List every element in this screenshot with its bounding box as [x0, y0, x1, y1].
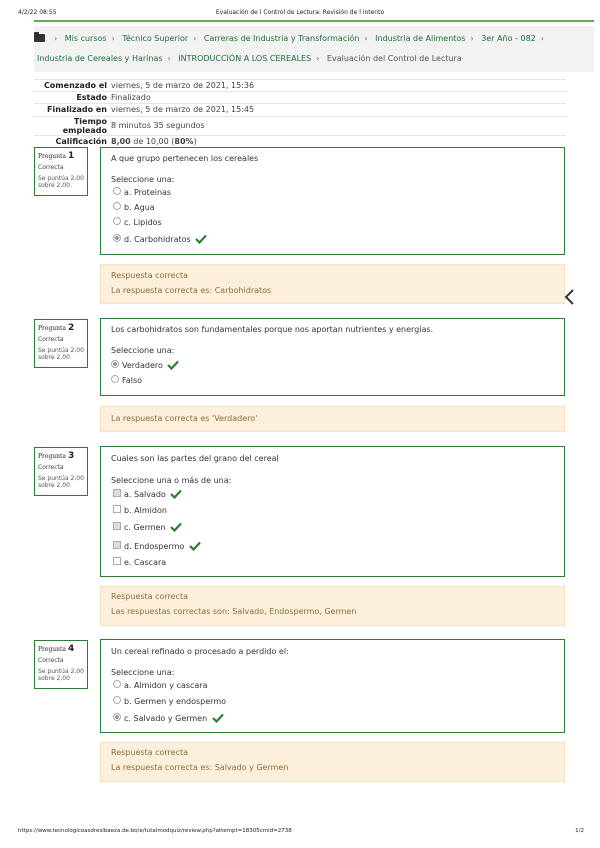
question-grade: Se puntúa 2,00	[38, 347, 84, 354]
summary-label: Calificación	[34, 135, 111, 147]
question-info	[34, 319, 88, 368]
breadcrumb-current: Evaluación del Control de Lectura	[326, 54, 462, 63]
answer-option[interactable]: c. Lipidos	[113, 217, 162, 227]
answer-option[interactable]: b. Germen y endospermo	[113, 696, 226, 706]
checkmark-icon	[195, 234, 207, 244]
feedback-box	[100, 264, 565, 304]
summary-value: 8 minutos 35 segundos	[111, 116, 566, 135]
question-label: Pregunta	[38, 325, 67, 332]
answer-prompt: Seleccione una o más de una:	[111, 476, 232, 485]
question-text: A que grupo pertenecen los cereales	[111, 154, 259, 163]
grade-close: )	[193, 136, 197, 146]
question-info	[34, 640, 88, 689]
folder-open-icon[interactable]	[34, 34, 45, 42]
question-text: Un cereal refinado o procesado a perdido el:	[111, 647, 289, 656]
print-date: 4/2/22 08:55	[18, 9, 57, 16]
answer-prompt: Seleccione una:	[111, 346, 175, 355]
question-status: Correcta	[38, 657, 64, 664]
feedback-status: Respuesta correcta	[111, 592, 189, 601]
answer-option-selected[interactable]: Verdadero	[111, 360, 179, 370]
question-grade: Se puntúa 2,00	[38, 175, 84, 182]
question-info	[34, 147, 88, 196]
feedback-box	[100, 586, 565, 626]
summary-row	[34, 116, 566, 135]
feedback-answer: La respuesta correcta es 'Verdadero'	[111, 414, 258, 423]
feedback-box	[100, 742, 565, 782]
print-title: Evaluación de l Control de Lectura: Revisión de l intento	[215, 9, 385, 16]
question-box	[100, 147, 565, 255]
breadcrumb: › Mis cursos › Técnico Superior › Carreras de Industria y Transformación › Industria de Alimentos › 3er Año - 082 › Industria de Cereales y Harinas › INTRODUCCIÓN A LOS CEREALES › Evaluación del Control de Lectura	[34, 26, 594, 72]
answer-prompt: Seleccione una:	[111, 175, 175, 184]
summary-label: Estado	[34, 92, 111, 104]
checkmark-icon	[189, 541, 201, 551]
summary-value: Finalizado	[111, 92, 566, 104]
answer-option-selected[interactable]: d. Carbohidratos	[113, 234, 207, 244]
summary-row	[34, 104, 566, 116]
feedback-answer: La respuesta correcta es: Salvado y Germen	[111, 763, 289, 772]
checkmark-icon	[212, 713, 224, 723]
grade-percent: 80%	[174, 136, 194, 146]
question-grade-max: sobre 2,00	[38, 675, 70, 682]
checkmark-icon	[167, 360, 179, 370]
question-box	[100, 446, 565, 577]
top-accent-line	[34, 20, 594, 22]
summary-label: Comenzado el	[34, 80, 111, 92]
answer-option[interactable]: e. Cascara	[113, 557, 166, 567]
summary-value: viernes, 5 de marzo de 2021, 15:36	[111, 80, 566, 92]
question-label: Pregunta	[38, 153, 67, 160]
feedback-box	[100, 406, 565, 432]
answer-option-selected[interactable]: a. Salvado	[113, 489, 182, 499]
print-footer	[18, 828, 584, 834]
answer-option[interactable]: Falso	[111, 375, 142, 385]
summary-label: Tiempo empleado	[34, 116, 111, 135]
answer-option[interactable]: b. Almidon	[113, 505, 167, 515]
attempt-summary	[34, 79, 566, 147]
answer-option[interactable]: a. Proteinas	[113, 187, 171, 197]
breadcrumb-section[interactable]: INTRODUCCIÓN A LOS CEREALES	[178, 54, 312, 63]
summary-row	[34, 80, 566, 92]
answer-prompt: Seleccione una:	[111, 668, 175, 677]
question-text: Los carbohidratos son fundamentales porque nos aportan nutrientes y energías.	[111, 325, 434, 334]
answer-option-selected[interactable]: c. Salvado y Germen	[113, 713, 224, 723]
breadcrumb-3er-ano[interactable]: 3er Año - 082	[481, 34, 536, 43]
question-label: Pregunta	[38, 646, 67, 653]
question-label: Pregunta	[38, 453, 67, 460]
question-box	[100, 318, 565, 396]
question-grade: Se puntúa 2,00	[38, 475, 84, 482]
question-status: Correcta	[38, 464, 64, 471]
page-number: 1/2	[575, 828, 584, 834]
checkmark-icon	[170, 489, 182, 499]
question-status: Correcta	[38, 164, 64, 171]
print-url: https://www.tecnologicoasdreslbaeza.de.bo/e/tutalmodquiz/review.php?attempt=18305cmid=2738	[18, 828, 292, 834]
grade-total: de 10,00 (	[130, 136, 175, 146]
question-grade: Se puntúa 2,00	[38, 668, 84, 675]
chevron-left-icon[interactable]	[563, 288, 577, 306]
answer-option[interactable]: b. Agua	[113, 202, 155, 212]
answer-option[interactable]: a. Almidon y cascara	[113, 680, 208, 690]
breadcrumb-carreras[interactable]: Carreras de Industria y Transformación	[203, 34, 360, 43]
feedback-status: Respuesta correcta	[111, 748, 189, 757]
question-number: 4	[67, 644, 75, 654]
feedback-answer: Las respuestas correctas son: Salvado, Endospermo, Germen	[111, 607, 357, 616]
checkmark-icon	[170, 522, 182, 532]
question-text: Cuales son las partes del grano del cereal	[111, 454, 279, 463]
question-number: 2	[67, 323, 75, 333]
summary-label: Finalizado en	[34, 104, 111, 116]
question-number: 3	[67, 451, 75, 461]
question-grade-max: sobre 2,00	[38, 354, 70, 361]
feedback-answer: La respuesta correcta es: Carbohidratos	[111, 286, 272, 295]
question-number: 1	[67, 151, 75, 161]
feedback-status: Respuesta correcta	[111, 271, 189, 280]
summary-row	[34, 92, 566, 104]
summary-value	[111, 135, 566, 147]
question-grade-max: sobre 2,00	[38, 182, 70, 189]
question-box	[100, 639, 565, 733]
question-info	[34, 447, 88, 496]
answer-option-selected[interactable]: d. Endospermo	[113, 541, 201, 551]
breadcrumb-course[interactable]: Industria de Cereales y Harinas	[37, 54, 163, 63]
breadcrumb-mis-cursos[interactable]: Mis cursos	[64, 34, 107, 43]
answer-option-selected[interactable]: c. Germen	[113, 522, 182, 532]
summary-row	[34, 135, 566, 147]
grade-value: 8,00	[111, 136, 131, 146]
question-status: Correcta	[38, 336, 64, 343]
summary-value: viernes, 5 de marzo de 2021, 15:45	[111, 104, 566, 116]
breadcrumb-tecnico-superior[interactable]: Técnico Superior	[122, 34, 189, 43]
question-grade-max: sobre 2,00	[38, 482, 70, 489]
breadcrumb-industria-alimentos[interactable]: Industria de Alimentos	[375, 34, 466, 43]
